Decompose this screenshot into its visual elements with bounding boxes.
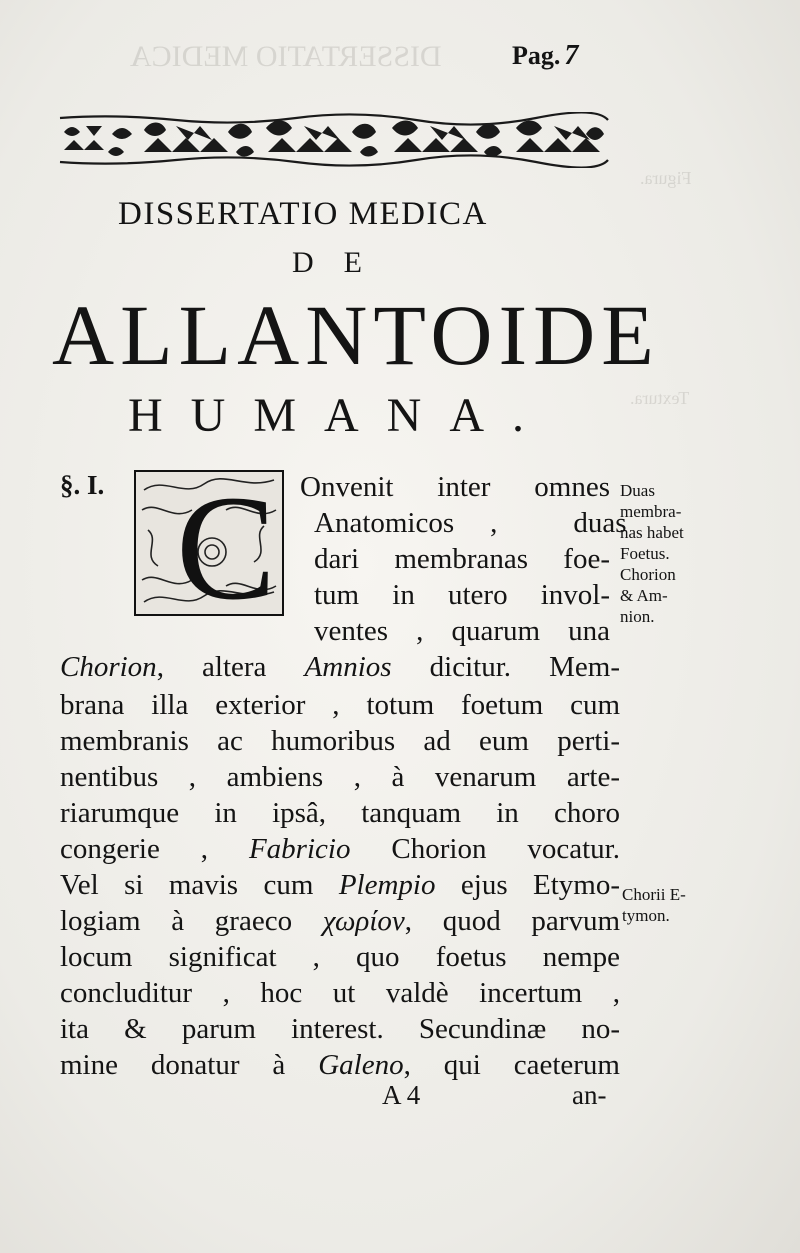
margin-note: Chorii E- tymon. [622,885,686,925]
text-line: Onvenit inter omnes [300,471,610,503]
bleed-through-text: Textura. [630,388,690,408]
title-line-2: DE [292,246,392,279]
page-number [512,40,578,72]
text-line: locum significat , quo foetus nempe [60,941,620,973]
headpiece-ornament-icon [56,112,612,168]
catchword: an- [572,1080,607,1110]
text-line: Chorion, altera Amnios dicitur. Mem- [60,651,620,683]
text-line: ventes , quarum una [314,615,610,647]
text-line: dari membranas foe- [314,543,610,575]
text-line: brana illa exterior , totum foetum cum [60,689,620,721]
margin-note: Duas membra- nas habet Foetus. Chorion & Am- nion. [620,481,684,626]
page-number-value: 7 [564,40,579,71]
text-line: ita & parum interest. Secundinæ no- [60,1013,620,1045]
title-line-4: HUMANA. [128,389,552,442]
text-line: tum in utero invol- [314,579,610,611]
text-line: Anatomicos , duas [314,507,627,539]
text-line: nentibus , ambiens , à venarum arte- [60,761,620,793]
text-line: mine donatur à Galeno, qui caeterum [60,1049,620,1081]
page-label: Pag. [512,41,561,70]
drop-cap-letter: C [176,470,277,616]
signature-mark: A 4 [382,1080,421,1110]
text-line: concluditur , hoc ut valdè incertum , [60,977,620,1009]
text-line: logiam à graeco χωρίον, quod parvum [60,905,621,937]
bleed-through-text: Figura. [640,168,692,188]
text-line: riarumque in ipsâ, tanquam in choro [60,797,620,829]
title-line-1: DISSERTATIO MEDICA [118,196,488,232]
section-mark: §. I. [60,470,105,500]
bleed-through-text: DISSERTATIO MEDICA [130,40,442,73]
text-line: membranis ac humoribus ad eum perti- [60,725,620,757]
decorated-initial-icon [134,470,284,616]
title-line-3: ALLANTOIDE [52,287,660,383]
text-line: Vel si mavis cum Plempio ejus Etymo- [60,869,620,901]
text-line: congerie , Fabricio Chorion vocatur. [60,833,620,865]
